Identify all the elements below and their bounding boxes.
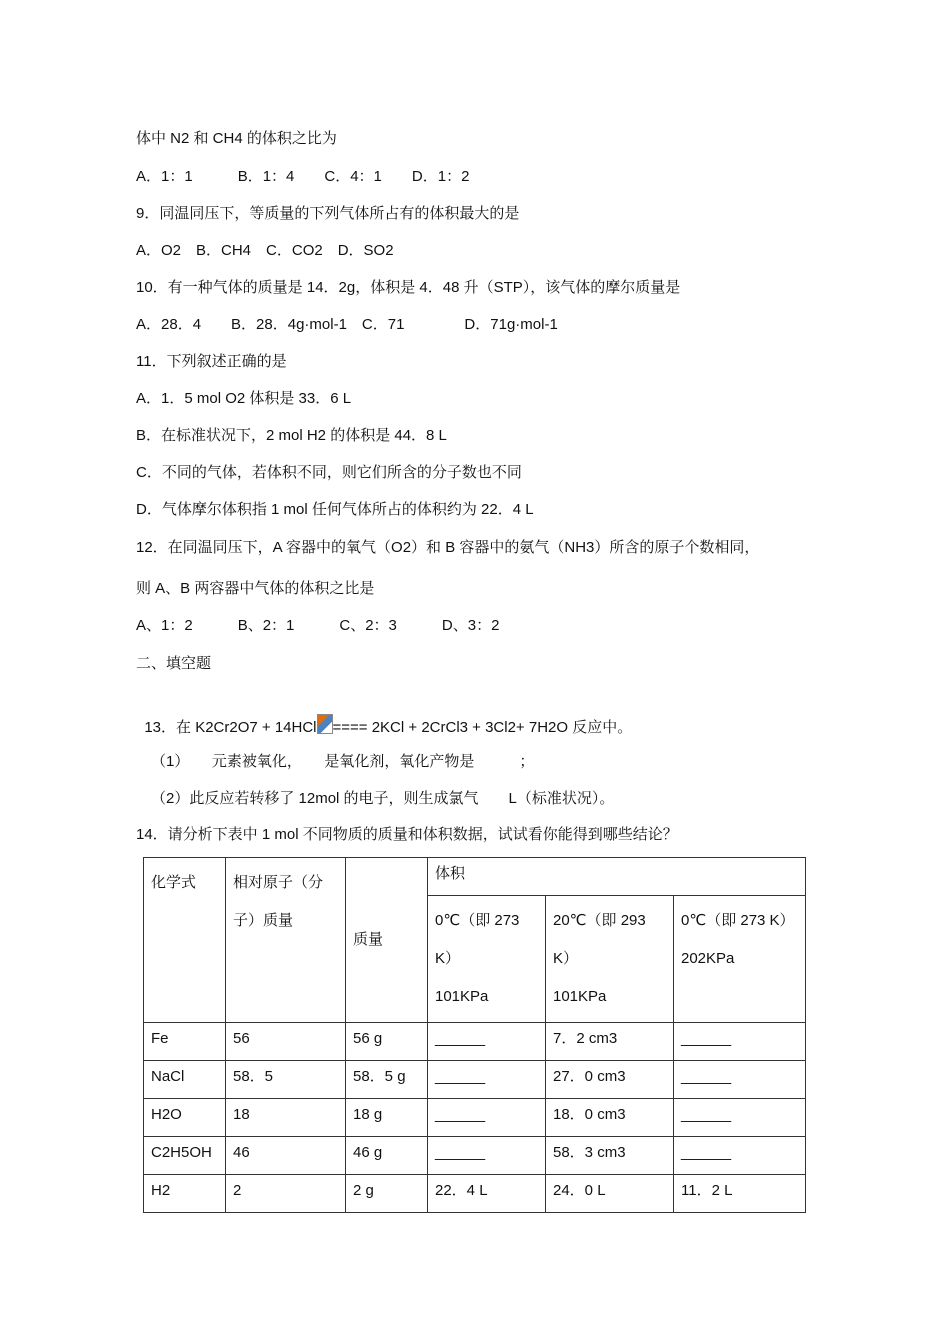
cell-formula: NaCl [144, 1061, 226, 1099]
question-14-stem: 14．请分析下表中 1 mol 不同物质的质量和体积数据，试试看你能得到哪些结论？ [136, 826, 678, 843]
question-11-option-b: B．在标准状况下，2 mol H2 的体积是 44．8 L [136, 427, 447, 444]
cell-volume-1: 22．4 L [428, 1175, 546, 1213]
cell-volume-2: 24．0 L [546, 1175, 674, 1213]
table-row [144, 1175, 806, 1213]
question-13-sub2: （2）此反应若转移了 12mol 的电子，则生成氯气 L（标准状况）。 [151, 790, 615, 807]
cell-relative-mass: 2 [226, 1175, 346, 1213]
table-row [144, 1137, 806, 1175]
question-12-stem-cont: 则 A、B 两容器中气体的体积之比是 [136, 580, 375, 597]
cell-relative-mass: 58．5 [226, 1061, 346, 1099]
question-13-sub1: （1） 元素被氧化， 是氧化剂，氧化产物是 ； [151, 753, 535, 770]
question-11-option-c: C．不同的气体，若体积不同，则它们所含的分子数也不同 [136, 464, 522, 481]
cell-formula: H2O [144, 1099, 226, 1137]
section-fill-in-heading: 二、填空题 [136, 655, 212, 672]
cell-mass: 18 g [346, 1099, 428, 1137]
data-table [143, 857, 806, 1213]
cell-mass: 56 g [346, 1023, 428, 1061]
cell-formula: Fe [144, 1023, 226, 1061]
cell-relative-mass: 18 [226, 1099, 346, 1137]
header-mass: 质量 [346, 858, 428, 1023]
table-row [144, 1023, 806, 1061]
question-10-options: A．28．4 B．28．4g·mol-1 C．71 D．71g·mol-1 [136, 316, 558, 333]
cell-volume-1: ______ [428, 1061, 546, 1099]
cell-mass: 46 g [346, 1137, 428, 1175]
header-cond-3: 0℃（即 273 K） 202KPa [674, 896, 806, 1023]
question-9-options: A．O2 B．CH4 C．CO2 D．SO2 [136, 242, 394, 259]
question-10-stem: 10．有一种气体的质量是 14．2g，体积是 4．48 升（STP），该气体的摩尔质量是 [136, 279, 681, 296]
cell-volume-1: ______ [428, 1137, 546, 1175]
cell-volume-3: ______ [674, 1023, 806, 1061]
cell-volume-2: 7．2 cm3 [546, 1023, 674, 1061]
cell-volume-1: ______ [428, 1023, 546, 1061]
header-cond-2: 20℃（即 293 K） 101KPa [546, 896, 674, 1023]
header-formula: 化学式 [144, 858, 226, 1023]
question-13-part1: 13．在 K2Cr2O7 + 14HCl [144, 719, 317, 736]
question-11-stem: 11．下列叙述正确的是 [136, 353, 287, 370]
cell-volume-2: 18．0 cm3 [546, 1099, 674, 1137]
question-12-options: A、1：2 B、2：1 C、2：3 D、3：2 [136, 617, 500, 634]
cell-formula: H2 [144, 1175, 226, 1213]
cell-volume-2: 58．3 cm3 [546, 1137, 674, 1175]
cell-volume-3: ______ [674, 1061, 806, 1099]
question-13-part2: ==== 2KCl + 2CrCl3 + 3Cl2+ 7H2O 反应中。 [332, 719, 633, 736]
header-volume: 体积 [428, 858, 806, 896]
cell-volume-3: 11．2 L [674, 1175, 806, 1213]
cell-volume-3: ______ [674, 1137, 806, 1175]
question-8-stem-continued: 体中 N2 和 CH4 的体积之比为 [136, 130, 337, 147]
cell-formula: C2H5OH [144, 1137, 226, 1175]
question-12-stem: 12．在同温同压下，A 容器中的氧气（O2）和 B 容器中的氨气（NH3）所含的原子个数相同， [136, 539, 760, 556]
question-13-stem [136, 697, 632, 737]
broken-image-icon [317, 714, 333, 734]
cell-relative-mass: 46 [226, 1137, 346, 1175]
header-cond-1: 0℃（即 273 K） 101KPa [428, 896, 546, 1023]
question-8-options: A．1：1 B．1：4 C．4：1 D．1：2 [136, 168, 470, 185]
question-11-option-d: D．气体摩尔体积指 1 mol 任何气体所占的体积约为 22．4 L [136, 501, 534, 518]
header-relative-mass: 相对原子（分子）质量 [226, 858, 346, 1023]
cell-relative-mass: 56 [226, 1023, 346, 1061]
cell-volume-1: ______ [428, 1099, 546, 1137]
question-11-option-a: A．1．5 mol O2 体积是 33．6 L [136, 390, 352, 407]
table-row [144, 1099, 806, 1137]
cell-volume-3: ______ [674, 1099, 806, 1137]
table-row [144, 1061, 806, 1099]
cell-mass: 2 g [346, 1175, 428, 1213]
cell-mass: 58．5 g [346, 1061, 428, 1099]
question-9-stem: 9．同温同压下，等质量的下列气体所占有的体积最大的是 [136, 205, 520, 222]
cell-volume-2: 27．0 cm3 [546, 1061, 674, 1099]
